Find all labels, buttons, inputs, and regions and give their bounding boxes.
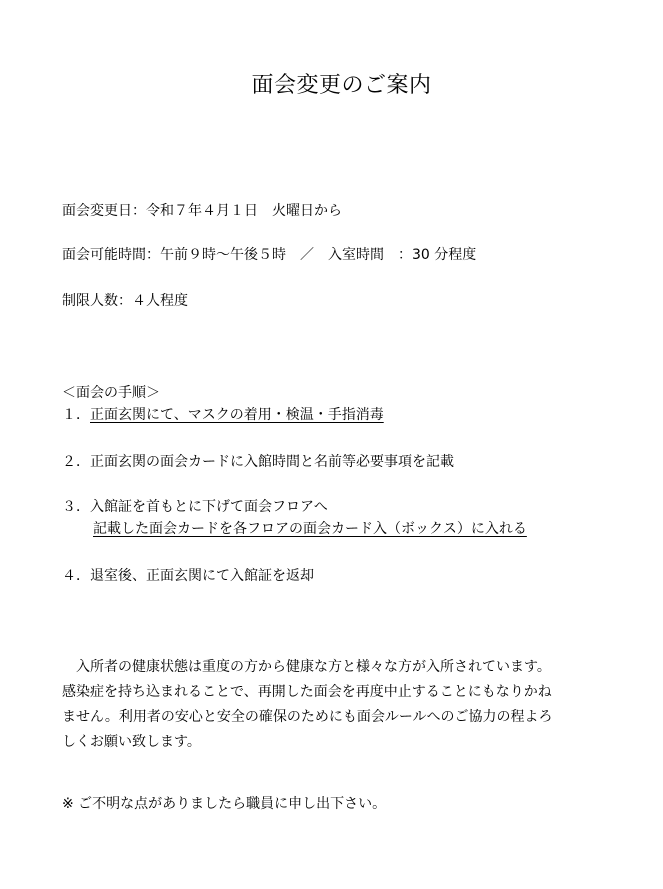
step-text: 正面玄関の面会カードに入館時間と名前等必要事項を記載 (90, 454, 454, 470)
notice-line-4: しくお願い致します。 (62, 734, 201, 750)
notice-line-1: 入所者の健康状態は重度の方から健康な方と様々な方が入所されています。 (62, 659, 551, 675)
notice-line-2: 感染症を持ち込まれることで、再開した面会を再度中止することにもなりかね (62, 684, 552, 700)
step-text: 記載した面会カードを各フロアの面会カード入（ボックス）に入れる (93, 521, 527, 537)
step-text: 正面玄関にて、マスクの着用・検温・手指消毒 (90, 407, 384, 423)
step-number: ４． (62, 568, 90, 584)
visitor-limit: 制限人数：４人程度 (62, 293, 188, 309)
change-date: 面会変更日：令和７年４月１日 火曜日から (62, 203, 342, 219)
step-number: ３． (62, 499, 90, 515)
step-number: ２． (62, 454, 90, 470)
notice-paragraph (62, 655, 614, 755)
procedure-step-4 (62, 566, 314, 586)
footer-note: ※ ご不明な点がありましたら職員に申し出下さい。 (62, 796, 387, 812)
procedure-step-1 (62, 405, 384, 425)
step-text: 入館証を首もとに下げて面会フロアへ (90, 499, 328, 515)
step-number: １． (62, 407, 90, 423)
visiting-hours: 面会可能時間：午前９時～午後５時 ／ 入室時間 ：30 分程度 (62, 247, 477, 263)
procedure-heading: ＜面会の手順＞ (62, 385, 160, 401)
procedure-step-3-continued (93, 519, 527, 539)
procedure-step-3 (62, 497, 328, 517)
step-text: 退室後、正面玄関にて入館証を返却 (90, 568, 314, 584)
page-title: 面会変更のご案内 (251, 73, 432, 98)
procedure-step-2 (62, 452, 454, 472)
notice-line-3: ません。利用者の安心と安全の確保のためにも面会ルールへのご協力の程よろ (62, 709, 553, 725)
